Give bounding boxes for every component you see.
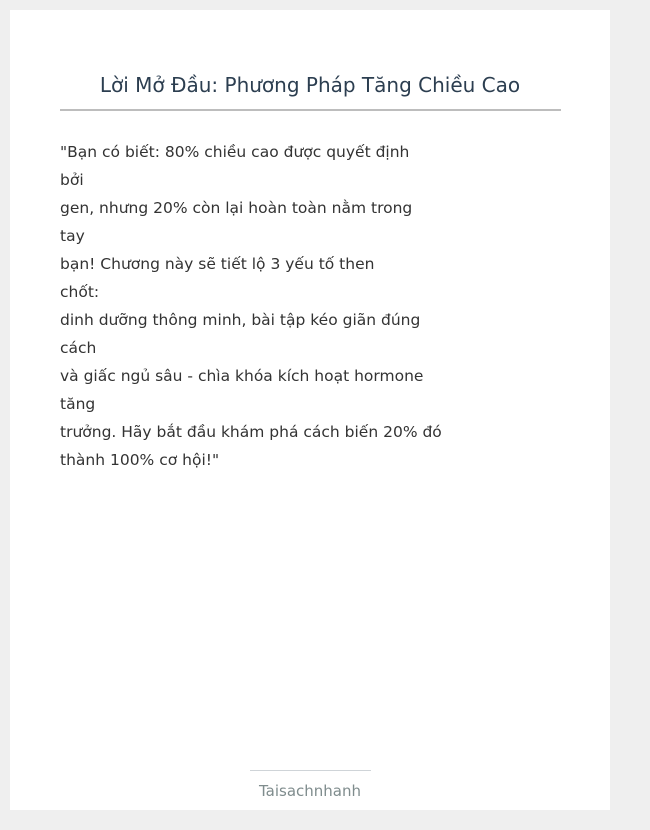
paragraph-line: thành 100% cơ hội!" [60, 451, 220, 469]
paragraph-line: chốt: [60, 283, 100, 301]
paragraph-line: và giấc ngủ sâu - chìa khóa kích hoạt hormone [60, 367, 424, 385]
footer-brand: Taisachnhanh [258, 782, 362, 800]
paragraph-line: "Bạn có biết: 80% chiều cao được quyết định [60, 143, 410, 161]
paragraph-line: bởi [60, 171, 84, 189]
paragraph-line: dinh dưỡng thông minh, bài tập kéo giãn đúng [60, 311, 421, 329]
paragraph-line: cách [60, 339, 97, 357]
page-title: Lời Mở Đầu: Phương Pháp Tăng Chiều Cao [99, 73, 521, 97]
footer-divider [250, 770, 371, 771]
paragraph-line: trưởng. Hãy bắt đầu khám phá cách biến 20% đó [60, 423, 442, 441]
paragraph-line: gen, nhưng 20% còn lại hoàn toàn nằm trong [60, 199, 413, 217]
intro-paragraph [60, 138, 560, 474]
paragraph-line: tăng [60, 395, 96, 413]
paragraph-line: bạn! Chương này sẽ tiết lộ 3 yếu tố then [60, 255, 375, 273]
title-divider [60, 109, 561, 111]
document-page [10, 10, 610, 810]
paragraph-line: tay [60, 227, 85, 245]
